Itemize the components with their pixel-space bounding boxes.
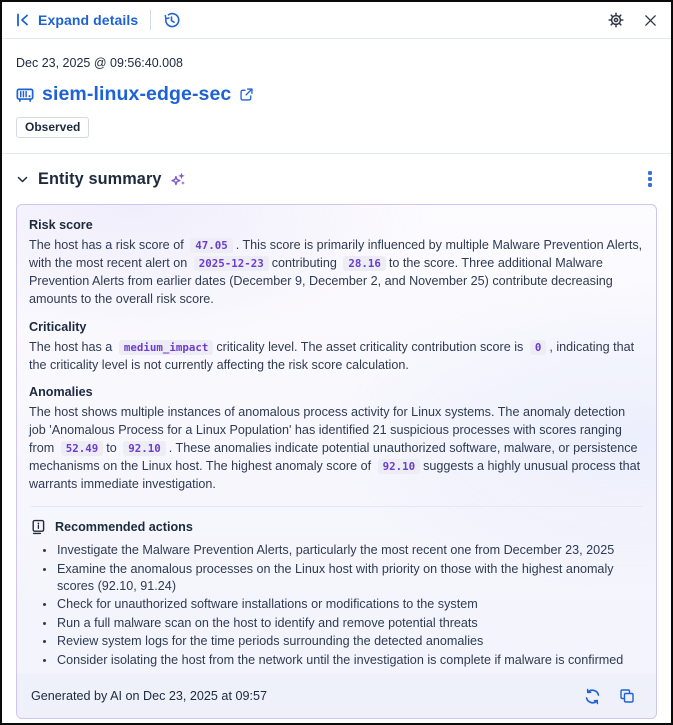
entity-summary-title: Entity summary <box>38 169 162 188</box>
list-item: • Examine the anomalous processes on the Linux host with priority on those with the highest anomaly scores (92.10, 91.24) <box>56 561 642 595</box>
settings-button[interactable] <box>608 12 624 28</box>
expand-details-button[interactable] <box>15 12 138 28</box>
inline-code-value: 0 <box>530 340 547 355</box>
recommended-actions-block <box>29 507 644 674</box>
inline-code-value: 2025-12-23 <box>194 256 269 271</box>
inline-code-value: 92.10 <box>378 459 421 474</box>
open-host-details-link[interactable] <box>239 87 254 102</box>
history-clock-icon <box>163 12 180 29</box>
copy-summary-button[interactable] <box>619 688 635 704</box>
copy-icon <box>619 688 635 704</box>
list-item: • Consider isolating the host from the network until the investigation is complete if malware is confirmed <box>56 652 642 669</box>
inline-code-value: 47.05 <box>190 238 233 253</box>
risk-score-paragraph: The host has a risk score of 47.05 . This score is primarily influenced by multiple Malware Prevention Alerts, with the most recent alert on 2025-12-23 contributing 28.16 to the score. Three additional Malware Prevention Alerts from earlier dates (December 9, December 2, and November 25) contribute decreasing amounts to the overall risk score. <box>29 238 643 307</box>
collapse-left-icon <box>15 12 31 28</box>
flyout-header-bar <box>2 2 671 39</box>
inline-code-value: 92.10 <box>123 441 166 456</box>
ai-summary-panel <box>16 204 657 719</box>
generated-by-ai-text: Generated by AI on Dec 23, 2025 at 09:57 <box>31 689 267 704</box>
observed-status-badge: Observed <box>16 117 89 138</box>
gear-icon <box>608 12 624 28</box>
criticality-heading: Criticality <box>29 319 87 334</box>
sparkles-icon <box>170 171 187 188</box>
list-item: • Check for unauthorized software installations or modifications to the system <box>56 596 642 613</box>
toolbar-divider <box>150 10 151 30</box>
popout-icon <box>239 87 254 102</box>
storage-icon <box>16 86 34 104</box>
inline-code-value: 28.16 <box>343 256 386 271</box>
criticality-paragraph: The host has a medium_impact criticality level. The asset criticality contribution score is 0 , indicating that the criticality level is not currently affecting the risk score calculation. <box>29 339 635 372</box>
anomalies-paragraph: The host shows multiple instances of anomalous process activity for Linux systems. The anomaly detection job 'Anomalous Process for a Linux Population' has identified 21 suspicious processes with scores ranging from 52.49 to 92.10 . These anomalies indicate potential unauthorized software, malware, or persistence mechanisms on the Linux host. The highest anomaly score of 92.10 suggests a highly unusual process that warrants immediate investigation. <box>29 404 641 492</box>
entity-summary-section <box>2 154 671 725</box>
close-button[interactable] <box>643 13 658 28</box>
list-item: • Run a full malware scan on the host to identify and remove potential threats <box>56 615 642 632</box>
risk-score-heading: Risk score <box>29 218 93 232</box>
refresh-icon <box>584 688 601 705</box>
list-item: • Review system logs for the time periods surrounding the detected anomalies <box>56 633 642 650</box>
regenerate-summary-button[interactable] <box>584 688 601 705</box>
anomalies-heading: Anomalies <box>29 384 93 399</box>
ai-panel-footer <box>17 674 656 718</box>
close-icon <box>643 13 658 28</box>
entity-summary-toggle[interactable] <box>16 170 162 189</box>
recommended-actions-list <box>31 542 642 669</box>
summary-options-button[interactable] <box>643 169 657 189</box>
chevron-down-icon <box>16 173 29 186</box>
recommended-actions-heading: Recommended actions <box>55 520 193 535</box>
list-item: • Investigate the Malware Prevention Alerts, particularly the most recent one from December 23, 2025 <box>56 542 642 559</box>
report-icon <box>31 519 47 535</box>
expand-details-label: Expand details <box>38 12 139 28</box>
host-name-title[interactable]: siem-linux-edge-sec <box>42 83 232 105</box>
vertical-dots-icon <box>643 169 657 189</box>
inline-code-value: medium_impact <box>119 340 214 355</box>
inline-code-value: 52.49 <box>61 441 104 456</box>
event-timestamp: Dec 23, 2025 @ 09:56:40.008 <box>16 56 183 70</box>
entity-header <box>2 39 671 153</box>
history-button[interactable] <box>163 12 180 29</box>
